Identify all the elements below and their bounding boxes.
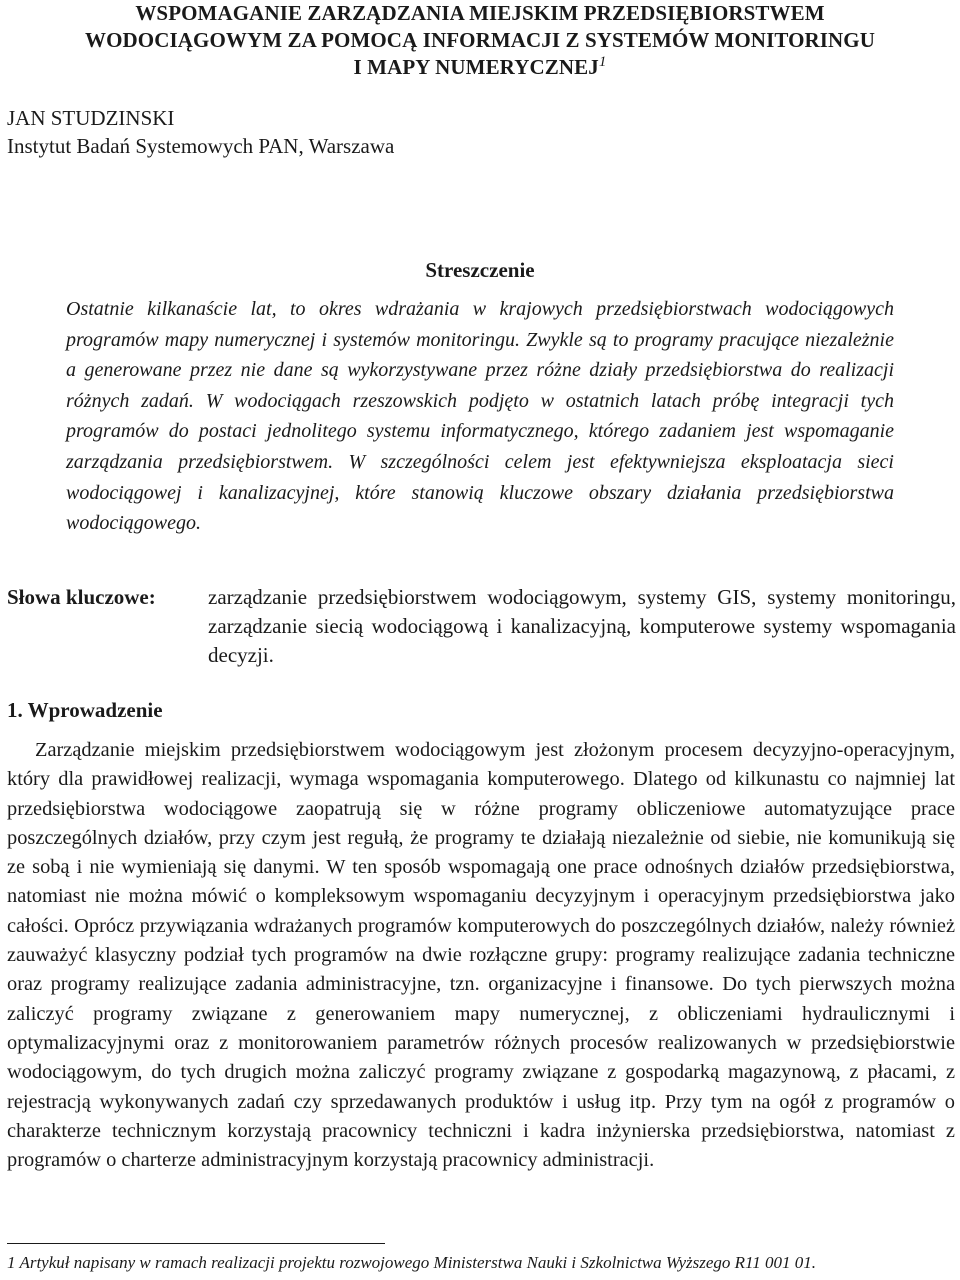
section-heading-introduction: 1. Wprowadzenie — [7, 698, 163, 722]
footnote: 1 Artykuł napisany w ramach realizacji projektu rozwojowego Ministerstwa Nauki i Szkolnictwa Wyższego R11 001 01. — [7, 1253, 817, 1272]
title-line-3 — [0, 54, 960, 81]
title-footnote-marker: 1 — [598, 54, 607, 70]
abstract-heading: Streszczenie — [425, 258, 535, 282]
author-affiliation: Instytut Badań Systemowych PAN, Warszawa — [7, 134, 395, 158]
keywords-label: Słowa kluczowe: — [7, 585, 156, 609]
section-body-text: Zarządzanie miejskim przedsiębiorstwem wodociągowym jest złożonym procesem decyzyjno-operacyjnym, który dla prawidłowej realizacji, wymaga wspomagania komputerowego. Dlatego od kilkunastu co najmniej lat przedsiębiorstwa wodociągowe zaopatrują się w różne programy obliczeniowe automatyzujące prace poszczególnych działów, przy czym jest regułą, że programy te działają niezależnie od siebie, nie komunikują się ze sobą i nie wymieniają się danymi. W ten sposób wspomagają one prace odnośnych działów przedsiębiorstwa, natomiast nie można mówić o kompleksowym wspomaganiu decyzyjnym i operacyjnym przedsiębiorstwa jako całości. Oprócz przywiązania wdrażanych programów komputerowych do poszczególnych działów, należy również zauważyć klasyczny podział tych programów na dwie rozłączne grupy: programy realizujące zadania techniczne oraz programy realizujące zadania administracyjne, tzn. organizacyjne i finansowe. Do tych pierwszych można zaliczyć programy związane z generowaniem mapy numerycznej, z obliczeniami hydraulicznymi i optymalizacyjnymi oraz z monitorowaniem parametrów różnych procesów realizowanych w przedsiębiorstwie wodociągowym, do tych drugich można zaliczyć programy związane z gospodarką magazynową, z płacami, z rejestracją wykonywanych zadań czy sprzedawanych produktów i usług itp. Przy tym na ogół z programów o charakterze technicznym korzystają pracownicy techniczni i kadra inżynierska przedsiębiorstwa, natomiast z programów o charterze administracyjnym korzystają pracownicy administracji. — [7, 739, 955, 1172]
footnote-divider — [7, 1243, 385, 1244]
keywords-text: zarządzanie przedsiębiorstwem wodociągowym, systemy GIS, systemy monitoringu, zarządzanie siecią wodociągową i kanalizacyjną, komputerowe systemy wspomagania decyzji. — [208, 585, 956, 667]
title-line-1: WSPOMAGANIE ZARZĄDZANIA MIEJSKIM PRZEDSIĘBIORSTWEM — [135, 1, 825, 25]
abstract-text: Ostatnie kilkanaście lat, to okres wdrażania w krajowych przedsiębiorstwach wodociągowych programów mapy numerycznej i systemów monitoringu. Zwykle są to programy pracujące niezależnie a generowane przez nie dane są wykorzystywane przez różne działy przedsiębiorstwa do realizacji różnych zadań. W wodociągach rzeszowskich podjęto w ostatnich latach próbę integracji tych programów do postaci jednolitego systemu informatycznego, którego zadaniem jest wspomaganie zarządzania przedsiębiorstwem. W szczególności celem jest efektywniejsza eksploatacja sieci wodociągowej i kanalizacyjnej, które stanowią kluczowe obszary działania przedsiębiorstwa wodociągowego. — [66, 298, 894, 535]
title-line-3-text: I MAPY NUMERYCZNEJ — [353, 55, 599, 79]
title-line-2: WODOCIĄGOWYM ZA POMOCĄ INFORMACJI Z SYSTEMÓW MONITORINGU — [84, 28, 876, 52]
paper-title — [0, 0, 960, 81]
author-name: JAN STUDZINSKI — [7, 106, 175, 130]
